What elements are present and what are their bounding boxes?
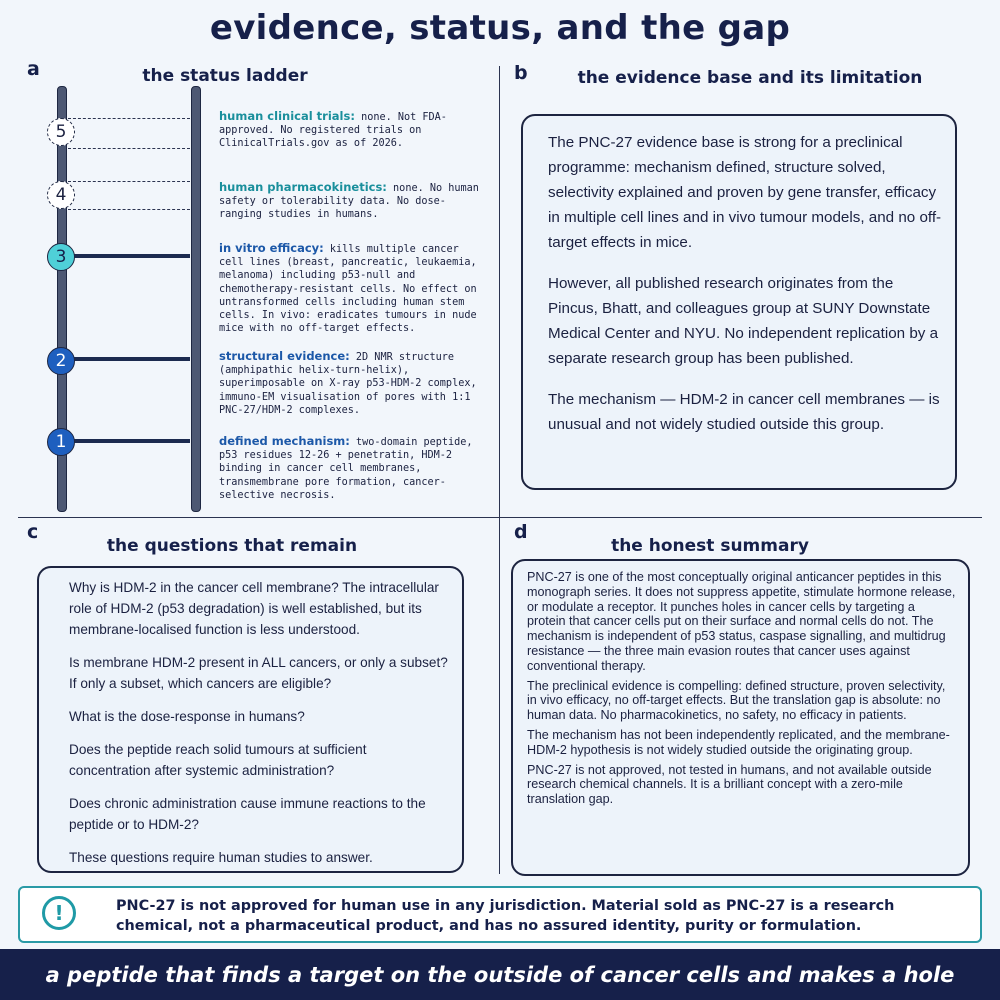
step-1-text: two-domain peptide, p53 residues 12-26 + penetratin, HDM-2 binding in cancer cell membranes, transmembrane pore formation, cancer-selective necrosis. [219,437,473,501]
panel-d-letter: d [514,521,528,543]
question-item: Why is HDM-2 in the cancer cell membrane? The intracellular role of HDM-2 (p53 degradation) is well established, but its membrane-localised function is less understood. [69,580,439,637]
ladder-rung-4 [68,181,190,210]
step-4-label: human pharmacokinetics: [219,180,387,194]
ladder-rung-3 [68,254,190,258]
step-2-description [219,350,481,417]
step-5-marker: 5 [47,118,75,146]
step-1-description [219,435,481,502]
step-4-text: none. No human safety or tolerability data. No dose-ranging studies in humans. [219,183,479,221]
panel-d-title: the honest summary [611,536,809,556]
step-4-marker: 4 [47,181,75,209]
step-5-text: none. Not FDA-approved. No registered trials on ClinicalTrials.gov as of 2026. [219,112,447,150]
panel-a-title: the status ladder [142,66,308,86]
panel-b-title: the evidence base and its limitation [577,68,923,88]
panel-b-letter: b [514,62,528,84]
regulatory-warning [18,886,982,943]
summary-paragraph: The mechanism has not been independently replicated, and the membrane-HDM-2 hypothesis is not widely studied outside the originating group. [527,727,950,757]
panel-a-letter: a [27,58,40,80]
step-5-description [219,110,481,151]
questions-box [37,566,464,873]
horizontal-divider [18,517,982,518]
limitation-paragraph: However, all published research originates from the Pincus, Bhatt, and colleagues group at SUNY Downstate Medical Center and NYU. No independent replication by a separate research group has been published. [548,275,939,367]
ladder-rung-1 [68,439,190,443]
step-2-text: 2D NMR structure (amphipathic helix-turn-helix), superimposable on X-ray p53-HDM-2 complex, immuno-EM visualisation of pores with 1:1 PNC-27/HDM-2 complexes. [219,352,477,416]
ladder-rung-5 [68,118,190,149]
step-5-label: human clinical trials: [219,109,355,123]
summary-paragraph: PNC-27 is not approved, not tested in humans, and not available outside research chemical channels. It is a brilliant concept with a zero-mile translation gap. [527,762,932,807]
step-3-description [219,242,481,335]
evidence-paragraph: The PNC-27 evidence base is strong for a preclinical programme: mechanism defined, structure solved, selectivity explained and proven by gene transfer, efficacy in multiple cell lines and in vivo tumour models, and no off-target effects in mice. [548,134,942,251]
step-2-label: structural evidence: [219,349,350,363]
mechanism-paragraph: The mechanism — HDM-2 in cancer cell membranes — is unusual and not widely studied outside this group. [548,391,940,433]
summary-paragraph: PNC-27 is one of the most conceptually original anticancer peptides in this monograph series. It does not suppress appetite, stimulate hormone release, or modulate a receptor. It punches holes in cancer cells by targeting a protein that cancer cells put on their surface and normal cells do not. The mechanism is independent of p53 status, caspase signalling, and multidrug resistance — the three main evasion routes that cancer uses against conventional therapy. [527,570,956,673]
footer-tagline: a peptide that finds a target on the outside of cancer cells and makes a hole [45,962,955,987]
exclamation-icon: ! [42,896,76,930]
ladder-rung-2 [68,357,190,361]
questions-conclusion: These questions require human studies to answer. [69,850,373,865]
step-4-description [219,181,481,222]
footer-banner [0,949,1000,1000]
evidence-base-box [521,114,957,490]
ladder-right-rail [191,86,201,512]
question-item: Does the peptide reach solid tumours at sufficient concentration after systemic administration? [69,742,367,778]
step-1-marker: 1 [47,428,75,456]
step-3-text: kills multiple cancer cell lines (breast, pancreatic, leukaemia, melanoma) including p53-null and chemotherapy-resistant cells. No effect on untransformed cells including human stem cells. In vivo: eradicates tumours in nude mice with no off-target effects. [219,244,477,335]
vertical-divider [499,66,500,874]
step-3-marker: 3 [47,243,75,271]
warning-text: PNC-27 is not approved for human use in any jurisdiction. Material sold as PNC-27 is a research chemical, not a pharmaceutical product, and has no assured identity, purity or formulation. [116,898,895,934]
question-item: Is membrane HDM-2 present in ALL cancers, or only a subset? If only a subset, which cancers are eligible? [69,655,448,691]
step-2-marker: 2 [47,347,75,375]
step-1-label: defined mechanism: [219,434,350,448]
panel-c-letter: c [27,521,39,543]
summary-box [511,559,970,876]
page-title: evidence, status, and the gap [209,8,791,48]
question-item: Does chronic administration cause immune reactions to the peptide or to HDM-2? [69,796,426,832]
step-3-label: in vitro efficacy: [219,241,324,255]
panel-c-title: the questions that remain [106,536,358,556]
question-item: What is the dose-response in humans? [69,709,305,724]
summary-paragraph: The preclinical evidence is compelling: defined structure, proven selectivity, in vivo efficacy, no off-target effects. But the translation gap is absolute: no human data. No pharmacokinetics, no safety, no efficacy in patients. [527,678,946,723]
